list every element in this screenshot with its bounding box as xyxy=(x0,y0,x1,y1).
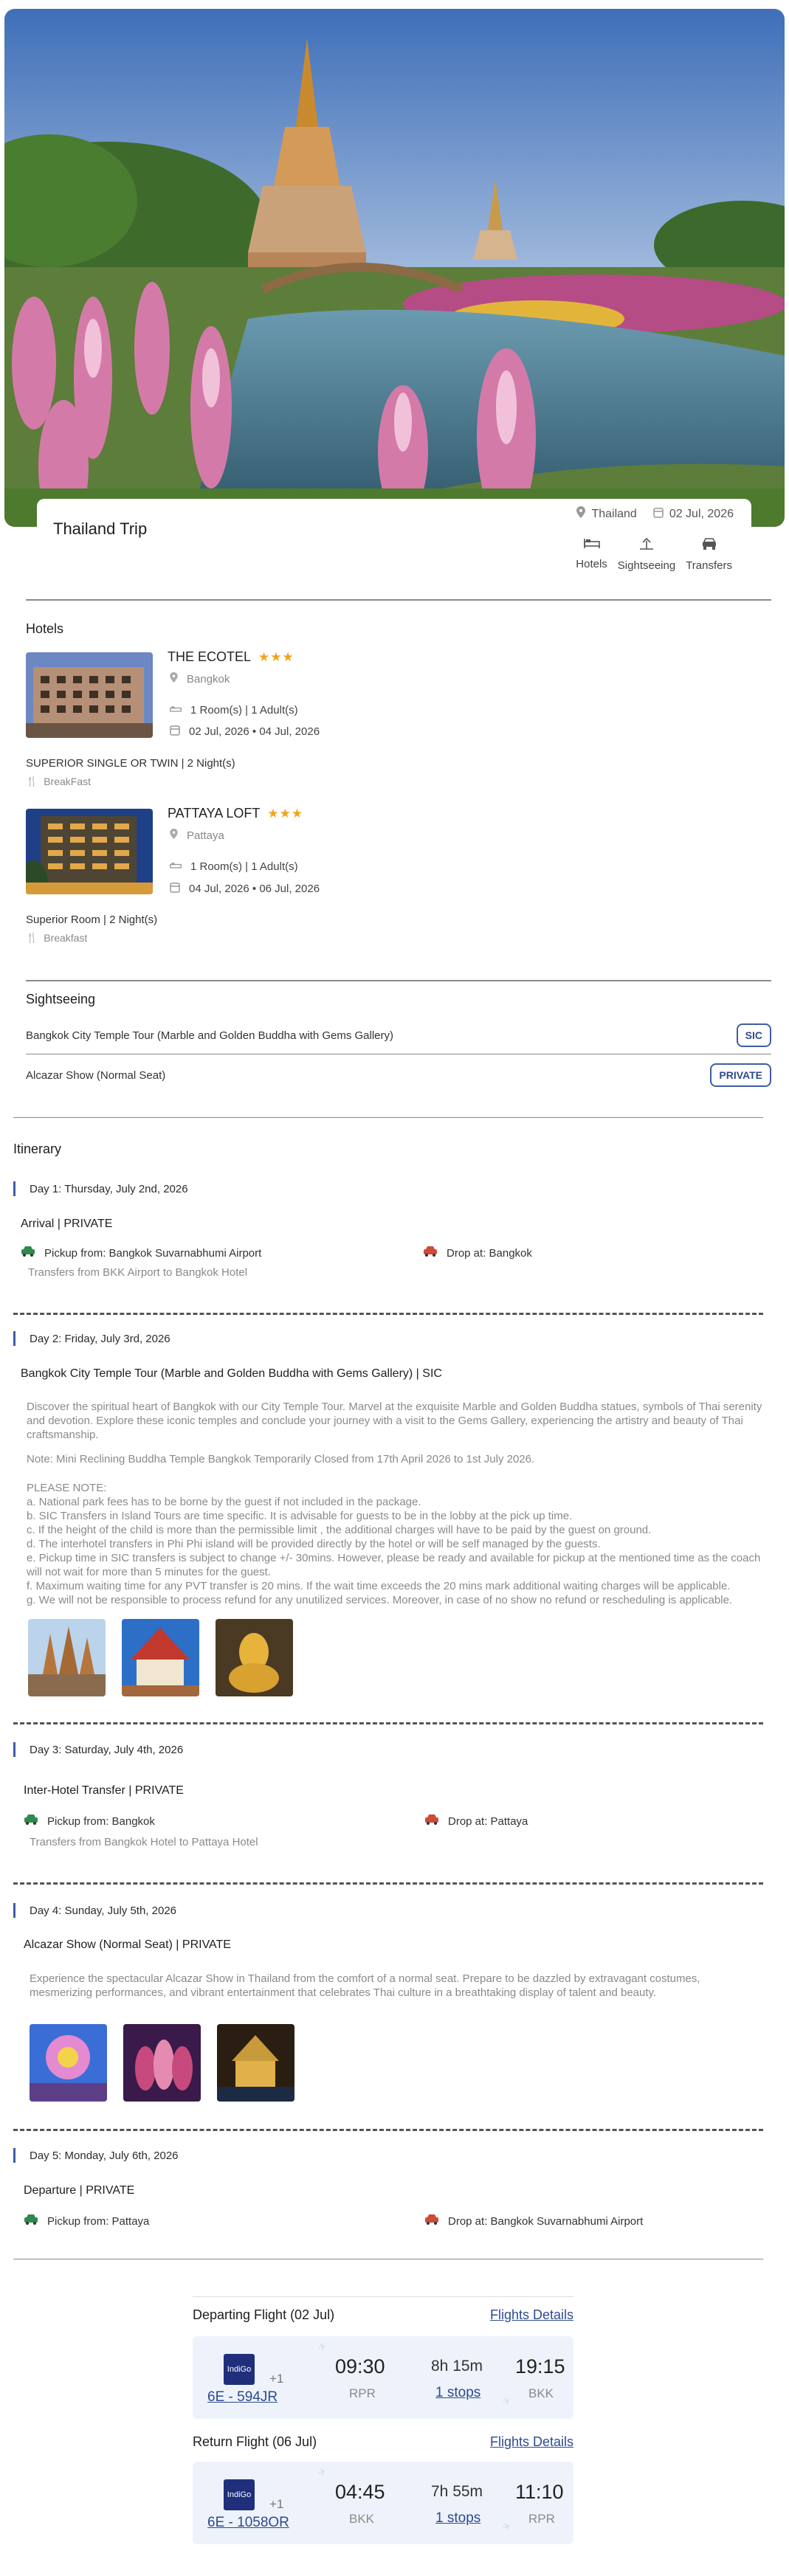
day-label: Day 2: Friday, July 3rd, 2026 xyxy=(13,1333,170,1345)
hotel-meal-text: Breakfast xyxy=(44,932,88,944)
dashed-divider xyxy=(13,1313,763,1315)
flight-extra-airline: +1 xyxy=(269,2497,284,2511)
activity-title: Arrival | PRIVATE xyxy=(21,1218,113,1230)
activity-description: Discover the spiritual heart of Bangkok with our City Temple Tour. Marvel at the exquisite Marble and Golden Buddha statues, symbols of Thai serenity and devotion. Explore these iconic temples and conclude your journey with a visit to the Gems Gallery, experiencing the artistry and beauty of Thai craftsmanship. xyxy=(27,1401,762,1441)
departure-time: 09:30 xyxy=(335,2355,385,2378)
trip-start-date-text: 02 Jul, 2026 xyxy=(669,507,734,520)
flight-number-link[interactable]: 6E - 594JR xyxy=(207,2389,278,2405)
pickup-text: Pickup from: Bangkok Suvarnabhumi Airport xyxy=(44,1246,262,1260)
day-label: Day 3: Saturday, July 4th, 2026 xyxy=(13,1744,183,1756)
note-point: c. If the height of the child is more than the permissible limit , the additional charges will have to be paid by the guest on ground. xyxy=(27,1524,652,1536)
divider xyxy=(13,1117,763,1118)
note-point: b. SIC Transfers in Island Tours are time specific. It is advisable for guests to be in the lobby at the pick up time. xyxy=(27,1510,573,1522)
activity-description: Experience the spectacular Alcazar Show in Thailand from the comfort of a normal seat. Prepare to be dazzled by extravagant costumes, mesmerizing performances, and vibrant entertainment that celebrates Thai culture in a breathtaking display of talent and beauty. xyxy=(30,1972,700,1999)
activity-photo xyxy=(217,2024,294,2102)
hotel-meal-text: BreakFast xyxy=(44,776,91,787)
airline-logo: IndiGo xyxy=(224,2354,255,2385)
inclusion-label: Hotels xyxy=(576,558,607,570)
pickup-info xyxy=(21,1246,261,1260)
flight-duration: 8h 15m xyxy=(431,2358,483,2375)
dashed-divider xyxy=(13,1882,763,1885)
bed-icon xyxy=(584,537,600,552)
activity-title: Bangkok City Temple Tour (Marble and Golden Buddha with Gems Gallery) | SIC xyxy=(21,1367,442,1380)
hotel-meal xyxy=(26,776,91,787)
bed-icon xyxy=(170,704,182,716)
hotel-occupancy-text: 1 Room(s) | 1 Adult(s) xyxy=(190,704,298,716)
pickup-info xyxy=(24,1814,155,1829)
hotel-dates xyxy=(170,882,320,896)
hotel-name xyxy=(168,649,294,665)
trip-destination-text: Thailand xyxy=(591,507,637,520)
flight-heading xyxy=(193,2434,573,2450)
flight-duration: 7h 55m xyxy=(431,2483,483,2500)
hotel-dates xyxy=(170,725,320,739)
day-label: Day 5: Monday, July 6th, 2026 xyxy=(13,2149,179,2162)
day-label: Day 1: Thursday, July 2nd, 2026 xyxy=(13,1183,188,1195)
sightseeing-item xyxy=(26,1069,771,1082)
dashed-divider xyxy=(13,2129,763,2131)
arrival-time: 19:15 xyxy=(515,2355,565,2378)
flight-card xyxy=(193,2336,573,2419)
cutlery-icon: 🍴 xyxy=(26,932,38,943)
flight-stops-link[interactable]: 1 stops xyxy=(435,2385,481,2400)
watermark: ✈ xyxy=(316,2465,328,2479)
cutlery-icon: 🍴 xyxy=(26,776,38,787)
flight-heading-text: Departing Flight (02 Jul) xyxy=(193,2307,335,2322)
trip-summary-card xyxy=(37,499,751,595)
location-pin-icon xyxy=(170,672,178,686)
itinerary-heading: Itinerary xyxy=(13,1142,62,1156)
trip-title: Thailand Trip xyxy=(53,519,148,538)
calendar-icon xyxy=(170,725,180,739)
hotel-stars: ★★★ xyxy=(258,649,294,664)
car-icon xyxy=(701,537,717,553)
location-pin-icon xyxy=(576,506,585,522)
flight-stops-link[interactable]: 1 stops xyxy=(435,2510,481,2526)
flight-heading-text: Return Flight (06 Jul) xyxy=(193,2434,317,2449)
pickup-text: Pickup from: Pattaya xyxy=(47,2214,150,2228)
flight-number-link[interactable]: 6E - 1058OR xyxy=(207,2515,289,2530)
sightseeing-name: Bangkok City Temple Tour (Marble and Golden Buddha with Gems Gallery) xyxy=(26,1029,394,1042)
pickup-car-icon xyxy=(24,1814,38,1829)
flight-card xyxy=(193,2462,573,2544)
hotel-image xyxy=(26,809,153,894)
hotel-location xyxy=(170,672,230,686)
transfer-note: Transfers from Bangkok Hotel to Pattaya Hotel xyxy=(30,1836,258,1848)
flight-details-link[interactable]: Flights Details xyxy=(489,2434,573,2449)
note-point: g. We will not be responsible to process refund for any unutilized services. Moreover, in case of no show no refund or rescheduling is applicable. xyxy=(27,1594,733,1606)
drop-info xyxy=(424,1814,528,1829)
hotel-dates-text: 02 Jul, 2026 • 04 Jul, 2026 xyxy=(189,725,320,738)
departure-airport: BKK xyxy=(349,2512,375,2526)
activity-photo xyxy=(122,1619,199,1696)
inclusion-hotels xyxy=(576,537,607,572)
note-point: f. Maximum waiting time for any PVT transfer is 20 mins. If the wait time exceeds the 20 mins mark additional waiting charges will be applicable. xyxy=(27,1580,731,1592)
location-pin-icon xyxy=(170,829,178,842)
inclusion-label: Sightseeing xyxy=(617,559,676,572)
departure-time: 04:45 xyxy=(335,2481,385,2503)
activity-title: Departure | PRIVATE xyxy=(24,2184,135,2197)
dashed-divider xyxy=(13,1722,763,1724)
arrival-time: 11:10 xyxy=(515,2481,564,2503)
drop-text: Drop at: Pattaya xyxy=(448,1814,528,1828)
pickup-info xyxy=(24,2214,149,2228)
drop-text: Drop at: Bangkok xyxy=(447,1246,532,1260)
hotel-image xyxy=(26,652,153,738)
arrival-airport: BKK xyxy=(528,2386,554,2400)
flight-heading xyxy=(193,2307,573,2323)
hotel-name-text: THE ECOTEL xyxy=(168,649,252,664)
sightseeing-tag: PRIVATE xyxy=(710,1063,771,1087)
hero-image xyxy=(4,9,785,527)
airline-logo: IndiGo xyxy=(224,2479,255,2510)
drop-car-icon xyxy=(424,1814,439,1829)
drop-car-icon xyxy=(423,1246,438,1260)
hotel-location xyxy=(170,829,224,842)
divider xyxy=(26,980,771,981)
bed-icon xyxy=(170,860,182,873)
sightseeing-item xyxy=(26,1029,771,1042)
sightseeing-tag: SIC xyxy=(737,1023,771,1047)
hotel-name xyxy=(168,806,303,821)
hotels-heading: Hotels xyxy=(26,621,64,636)
pickup-car-icon xyxy=(24,2214,38,2228)
watermark: ✈ xyxy=(500,2394,513,2408)
note-point: a. National park fees has to be borne by the guest if not included in the package. xyxy=(27,1496,421,1508)
trip-start-date xyxy=(653,507,734,522)
activity-photo xyxy=(30,2024,107,2102)
activity-photo xyxy=(123,2024,201,2102)
divider xyxy=(193,2296,573,2297)
trip-meta xyxy=(576,506,734,522)
sightseeing-icon xyxy=(638,537,655,553)
hotel-room-type: Superior Room | 2 Night(s) xyxy=(26,914,158,926)
drop-info xyxy=(424,2214,643,2228)
drop-text: Drop at: Bangkok Suvarnabhumi Airport xyxy=(448,2214,644,2228)
hotel-occupancy xyxy=(170,860,298,873)
hotel-location-text: Bangkok xyxy=(187,672,230,686)
flight-extra-airline: +1 xyxy=(269,2372,284,2386)
pickup-text: Pickup from: Bangkok xyxy=(47,1814,155,1828)
sightseeing-name: Alcazar Show (Normal Seat) xyxy=(26,1069,166,1082)
flight-details-link[interactable]: Flights Details xyxy=(489,2307,573,2322)
sightseeing-heading: Sightseeing xyxy=(26,992,96,1006)
please-note-block xyxy=(27,1481,765,1607)
activity-title: Alcazar Show (Normal Seat) | PRIVATE xyxy=(24,1938,231,1951)
hotel-meal xyxy=(26,932,87,944)
hotel-room-type: SUPERIOR SINGLE OR TWIN | 2 Night(s) xyxy=(26,757,235,770)
drop-car-icon xyxy=(424,2214,439,2228)
activity-photo xyxy=(28,1619,106,1696)
please-note-heading: PLEASE NOTE: xyxy=(27,1482,107,1494)
activity-title: Inter-Hotel Transfer | PRIVATE xyxy=(24,1784,184,1797)
hotel-dates-text: 04 Jul, 2026 • 06 Jul, 2026 xyxy=(189,883,320,895)
watermark: ✈ xyxy=(316,2339,328,2354)
departure-airport: RPR xyxy=(349,2386,376,2400)
calendar-icon xyxy=(653,507,664,522)
trip-destination xyxy=(576,506,636,522)
arrival-airport: RPR xyxy=(528,2512,555,2526)
note-point: d. The interhotel transfers in Phi Phi island will be provided directly by the hotel or will be self managed by the guests. xyxy=(27,1538,601,1550)
hotel-name-text: PATTAYA LOFT xyxy=(168,806,261,821)
inclusion-label: Transfers xyxy=(686,559,732,572)
transfer-note: Transfers from BKK Airport to Bangkok Hotel xyxy=(28,1266,248,1279)
activity-note: Note: Mini Reclining Buddha Temple Bangkok Temporarily Closed from 17th April 2026 to 1st July 2026. xyxy=(27,1453,535,1465)
hotel-occupancy-text: 1 Room(s) | 1 Adult(s) xyxy=(190,860,298,873)
divider xyxy=(26,599,771,601)
drop-info xyxy=(423,1246,532,1260)
inclusion-transfers xyxy=(686,537,732,572)
hotel-occupancy xyxy=(170,704,298,716)
hotel-stars: ★★★ xyxy=(267,806,304,821)
inclusion-sightseeing xyxy=(618,537,675,572)
watermark: ✈ xyxy=(500,2519,513,2534)
hotel-location-text: Pattaya xyxy=(187,829,224,842)
note-point: e. Pickup time in SIC transfers is subject to change +/- 30mins. However, please be ready and available for pickup at the mentioned time as the coach will not wait for more than 5 minutes for the guest. xyxy=(27,1552,761,1578)
activity-photo xyxy=(216,1619,293,1696)
pickup-car-icon xyxy=(21,1246,35,1260)
day-label: Day 4: Sunday, July 5th, 2026 xyxy=(13,1905,176,1917)
inclusions xyxy=(576,537,732,572)
calendar-icon xyxy=(170,882,180,896)
